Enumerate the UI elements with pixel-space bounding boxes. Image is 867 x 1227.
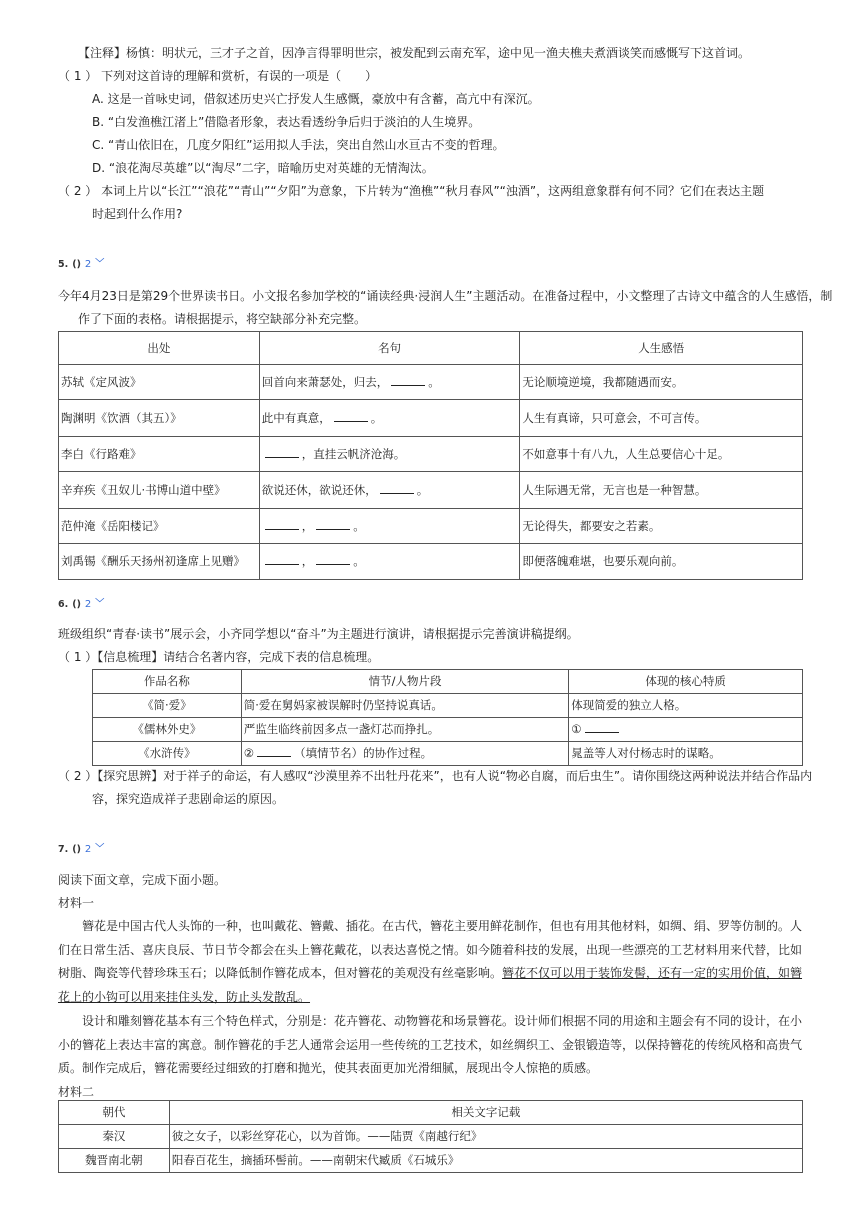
chevron-down-icon[interactable]: ﹀ [95, 259, 105, 269]
q5-header-source: 出处 [59, 332, 260, 365]
q4-sub1: （ 1 ） 下列对这首诗的理解和赏析，有误的一项是（ ） [58, 69, 378, 83]
table-row [59, 1125, 803, 1149]
q6-row3-plot: ② （填情节名）的协作过程。 [241, 742, 569, 766]
q6-row1-plot: 简·爱在舅妈家被误解时仍坚持说真话。 [241, 694, 569, 718]
q5-row3-quote: ，直挂云帆济沧海。 [259, 437, 520, 472]
q5-row2-quote: 此中有真意， 。 [259, 400, 520, 437]
answer-blank[interactable] [265, 445, 299, 458]
q7-row1-text: 彼之女子，以彩丝穿花心，以为首饰。——陆贾《南越行纪》 [169, 1125, 802, 1149]
q5-row1-quote: 回首向来萧瑟处，归去， 。 [259, 365, 520, 400]
q4-sub2-line1: （ 2 ） 本词上片以“长江”“浪花”“青山”“夕阳”为意象，下片转为“渔樵”“秋月春风”“浊酒”，这两组意象群有何不同？它们在表达主题 [58, 184, 765, 198]
q7-header [58, 838, 104, 861]
table-row [59, 437, 803, 472]
underlined-sentence: 簪花不仅可以用于装饰发髻，还有一定的实用价值，如簪花上的小钩可以用来挂住头发，防止头发散乱。 [58, 966, 803, 1004]
table-row [59, 365, 803, 400]
answer-blank[interactable] [391, 373, 425, 386]
q7-material1-title: 材料一 [58, 896, 95, 910]
q6-row2-trait: ① [569, 718, 803, 742]
q5-row1-source: 苏轼《定风波》 [59, 365, 260, 400]
q5-marker: () [72, 259, 81, 270]
q5-row4-source: 辛弃疾《丑奴儿·书博山道中壁》 [59, 472, 260, 509]
q6-row2-plot: 严监生临终前因多点一盏灯芯而挣扎。 [241, 718, 569, 742]
table-row [93, 694, 803, 718]
answer-blank[interactable] [380, 481, 414, 494]
q5-row6-feeling: 即便落魄难堪，也要乐观向前。 [520, 544, 803, 580]
q5-header-quote: 名句 [259, 332, 520, 365]
q7-marker: () [72, 844, 81, 855]
table-row [59, 1149, 803, 1173]
q5-row4-feeling: 人生际遇无常，无言也是一种智慧。 [520, 472, 803, 509]
q6-row3-work: 《水浒传》 [93, 742, 242, 766]
q7-header-record: 相关文字记载 [169, 1101, 802, 1125]
q6-table [92, 669, 803, 766]
answer-blank[interactable] [265, 517, 299, 530]
q5-number: 5. [58, 259, 69, 270]
q6-header-work: 作品名称 [93, 670, 242, 694]
table-row [59, 544, 803, 580]
q6-header-trait: 体现的核心特质 [569, 670, 803, 694]
q6-row3-trait: 晁盖等人对付杨志时的谋略。 [569, 742, 803, 766]
q7-paragraph-2: 设计和雕刻簪花基本有三个特色样式，分别是：花卉簪花、动物簪花和场景簪花。设计师们根据不同的用途和主题会有不同的设计，在小小的簪花上表达丰富的寓意。制作簪花的手艺人通常会运用一些传统的工艺技术，如丝绸织工、金银锻造等，以保持簪花的传统风格和高贵气质。制作完成后，簪花需要经过细致的打磨和抛光，使其表面更加光滑细腻，展现出令人惊艳的质感。 [58, 1014, 803, 1075]
table-row [59, 472, 803, 509]
table-row [93, 742, 803, 766]
q4-option-a[interactable]: A. 这是一首咏史词，借叙述历史兴亡抒发人生感慨，豪放中有含蓄，高亢中有深沉。 [92, 92, 540, 106]
q6-row1-work: 《简·爱》 [93, 694, 242, 718]
table-row [93, 718, 803, 742]
q7-number: 7. [58, 844, 69, 855]
q4-sub2-line2: 时起到什么作用? [92, 207, 183, 221]
answer-blank[interactable] [585, 720, 619, 733]
q5-intro-line2: 作了下面的表格。请根据提示，将空缺部分补充完整。 [78, 312, 367, 326]
q7-points: 2 [84, 844, 92, 855]
q5-header [58, 253, 104, 276]
q4-option-d[interactable]: D. “浪花淘尽英雄”以“淘尽”二字，暗喻历史对英雄的无情淘汰。 [92, 161, 434, 175]
q5-row1-feeling: 无论顺境逆境，我都随遇而安。 [520, 365, 803, 400]
answer-blank[interactable] [316, 552, 350, 565]
q6-sub1: （ 1 ）【信息梳理】请结合名著内容，完成下表的信息梳理。 [58, 650, 380, 664]
q5-row5-feeling: 无论得失，都要安之若素。 [520, 509, 803, 544]
q5-row4-quote: 欲说还休，欲说还休， 。 [259, 472, 520, 509]
note-line: 【注释】杨慎：明状元，三才子之首，因净言得罪明世宗，被发配到云南充军，途中见一渔夫樵夫煮酒谈笑而感慨写下这首词。 [78, 46, 751, 60]
q6-sub2-line2: 容，探究造成祥子悲剧命运的原因。 [92, 792, 285, 806]
q6-row1-trait: 体现简爱的独立人格。 [569, 694, 803, 718]
q4-option-c[interactable]: C. “青山依旧在，几度夕阳红”运用拟人手法，突出自然山水亘古不变的哲理。 [92, 138, 505, 152]
q7-row1-dynasty: 秦汉 [59, 1125, 170, 1149]
answer-blank[interactable] [257, 744, 291, 757]
q5-header-feeling: 人生感悟 [520, 332, 803, 365]
q7-header-dynasty: 朝代 [59, 1101, 170, 1125]
q5-row5-quote: ， 。 [259, 509, 520, 544]
q7-material2-title: 材料二 [58, 1085, 95, 1099]
q5-row2-feeling: 人生有真谛，只可意会，不可言传。 [520, 400, 803, 437]
q5-row3-source: 李白《行路难》 [59, 437, 260, 472]
q5-points: 2 [84, 259, 92, 270]
table-row [59, 400, 803, 437]
q6-points: 2 [84, 599, 92, 610]
q6-number: 6. [58, 599, 69, 610]
q6-header-plot: 情节/人物片段 [241, 670, 569, 694]
q5-row2-source: 陶渊明《饮酒（其五）》 [59, 400, 260, 437]
q6-header [58, 593, 104, 616]
answer-blank[interactable] [265, 552, 299, 565]
table-row [59, 509, 803, 544]
q6-marker: () [72, 599, 81, 610]
chevron-down-icon[interactable]: ﹀ [95, 844, 105, 854]
q6-sub2-line1: （ 2 ）【探究思辨】对于祥子的命运，有人感叹“沙漠里养不出牡丹花来”，也有人说“物必自腐，而后虫生”。请你围绕这两种说法并结合作品内 [58, 769, 813, 783]
q5-intro-line1: 今年4月23日是第29个世界读书日。小文报名参加学校的“诵读经典·浸润人生”主题活动。在准备过程中，小文整理了古诗文中蕴含的人生感悟，制 [58, 289, 833, 303]
q7-intro: 阅读下面文章，完成下面小题。 [58, 873, 227, 887]
q5-row5-source: 范仲淹《岳阳楼记》 [59, 509, 260, 544]
q6-intro: 班级组织“青春·读书”展示会，小齐同学想以“奋斗”为主题进行演讲，请根据提示完善演讲稿提纲。 [58, 627, 579, 641]
q7-paragraph-1: 簪花是中国古代人头饰的一种，也叫戴花、簪戴、插花。在古代，簪花主要用鲜花制作，但也有用其他材料，如绸、绢、罗等仿制的。人们在日常生活、喜庆良辰、节日节令都会在头上簪花戴花，以表达喜悦之情。如今随着科技的发展，出现一些漂亮的工艺材料用来代替，比如树脂、陶瓷等代替珍珠玉石；以降低制作簪花成本，但对簪花的美观没有丝毫影响。簪花不仅可以用于装饰发髻，还有一定的实用价值，如簪花上的小钩可以用来挂住头发，防止头发散乱。 [58, 919, 803, 1004]
q5-table [58, 331, 803, 580]
q5-row3-feeling: 不如意事十有八九，人生总要信心十足。 [520, 437, 803, 472]
answer-blank[interactable] [334, 409, 368, 422]
q6-row2-work: 《儒林外史》 [93, 718, 242, 742]
q5-row6-quote: ， 。 [259, 544, 520, 580]
q7-row2-text: 阳春百花生，摘插环髻前。——南朝宋代臧质《石城乐》 [169, 1149, 802, 1173]
chevron-down-icon[interactable]: ﹀ [95, 599, 105, 609]
q7-table [58, 1100, 803, 1173]
q5-row6-source: 刘禹锡《酬乐天扬州初逢席上见赠》 [59, 544, 260, 580]
q4-option-b[interactable]: B. “白发渔樵江渚上”借隐者形象，表达看透纷争后归于淡泊的人生境界。 [92, 115, 481, 129]
q7-row2-dynasty: 魏晋南北朝 [59, 1149, 170, 1173]
answer-blank[interactable] [316, 517, 350, 530]
